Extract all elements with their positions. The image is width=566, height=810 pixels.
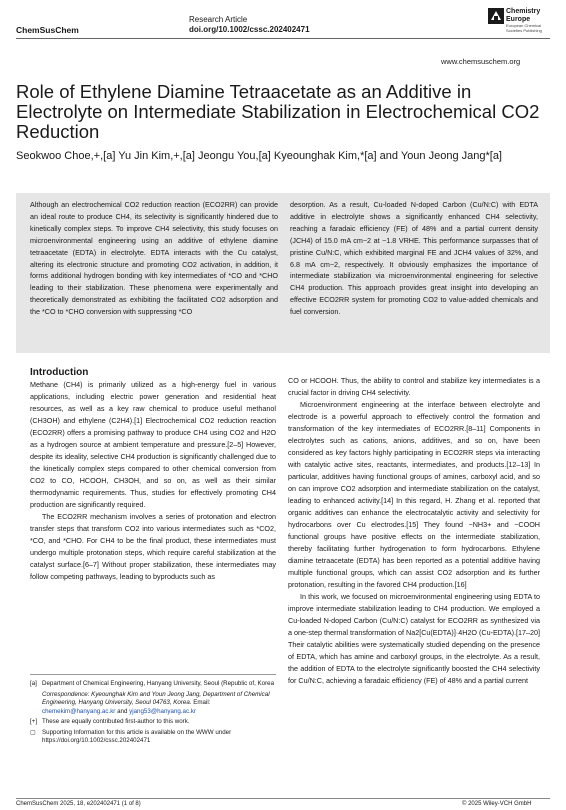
header-divider — [16, 38, 550, 39]
affiliation-key: [a] — [30, 680, 37, 687]
footnotes — [30, 680, 278, 748]
journal-name: ChemSusChem — [16, 25, 79, 35]
footer-citation: ChemSusChem 2025, 18, e202402471 (1 of 8) — [16, 801, 141, 807]
footer-copyright: © 2025 Wiley-VCH GmbH — [462, 801, 532, 807]
logo-sub: European Chemical Societies Publishing — [506, 23, 542, 33]
equal-contribution-note: These are equally contributed first-author to this work. — [42, 718, 190, 725]
website-link[interactable]: www.chemsuschem.org — [441, 57, 521, 66]
equal-contribution-key: [+] — [30, 718, 38, 725]
chemistry-europe-icon — [488, 8, 504, 24]
doi-link[interactable]: doi.org/10.1002/cssc.202402471 — [189, 25, 310, 34]
intro-paragraph-3: CO or HCOOH. Thus, the ability to control and stabilize key intermediates is a crucial factor in driving CH4 selectivity. — [288, 376, 540, 397]
affiliation: Department of Chemical Engineering, Hanyang University, Seoul (Republic of, Korea — [42, 680, 275, 687]
author-list: Seokwoo Choe,+,[a] Yu Jin Kim,+,[a] Jeongu You,[a] Kyeounghak Kim,*[a] and Youn Jeong Jang*[a] — [16, 150, 502, 162]
right-column — [288, 375, 540, 687]
intro-paragraph-4: Microenvironment engineering at the interface between electrolyte and electrode is a powerful approach to effectively control the formation and transformation of the key intermediates of ECO2RR.[8–11] Components in electrolytes such as cations, anions, additives, and so on, have been considered as key factors highly participating in ECO2RR steps via interacting with catalytic active sites, reactants, intermediates, and products.[12–13] In particular, additives having functional groups of amines, carboxyl acid, and so on can improve CO2 adsorption and intermediate stabilization on the catalyst, leading to enhanced activity.[14] In this regard, H. Zhang et al. reported that organic additives can enhance the electrocatalytic activity and selectivity for hydrocarbons over Cu electrodes.[15] They found −NH3+ and −COOH functional groups have positive effects on the intermediate stabilization, thereby facilitating further hydrogenation to form hydrocarbons. Ethylene diamine tetraacetate (EDTA) has been reported as a potential additive having multiple functional groups, which can assist CO2 adsorption and its further protonation, resulting in the favored CH4 production.[16] — [288, 400, 540, 589]
logo-line1: Chemistry — [506, 8, 541, 15]
supporting-info-icon: ▢ — [30, 728, 36, 736]
article-type: Research Article — [189, 15, 248, 24]
section-heading-introduction: Introduction — [30, 367, 89, 378]
article-title: Role of Ethylene Diamine Tetraacetate as an Additive in Electrolyte on Intermediate Stabilization in Electrochemical CO2 Reduction — [16, 81, 540, 142]
intro-paragraph-2: The ECO2RR mechanism involves a series of protonation and electron transfer steps that transform CO2 into various intermediates such as *CO2, *CO, and *CHO. For CH4 to be the final product, these intermediates must undergo multiple protonation steps, which require careful stabilization at the catalyst surface.[6–7] Without proper stabilization, these intermediates may follow competing pathways, leading to byproducts such as — [30, 512, 276, 581]
left-column — [30, 379, 276, 583]
intro-paragraph-5: In this work, we focused on microenvironmental engineering using EDTA to improve intermediate stabilization leading to CH4 production. We employed a Cu-loaded N-doped Carbon (Cu/N:C) catalyst for ECO2RR as synthesized via a one-step thermal transformation of Na2[Cu(EDTA)]·4H2O (Cu-EDTA).[17–20] Their catalytic abilities were systematically studied depending on the presence of EDTA, which has amine and carboxyl groups, in the electrolyte. As a result, the addition of EDTA to the electrolyte significantly boosted the CH4 selectivity for Cu/N:C, achieving a faradaic efficiency (FE) of 48% and a partial current — [288, 592, 540, 685]
logo-line2: Europe — [506, 16, 531, 23]
email-link-2[interactable]: yjang53@hanyang.ac.kr — [129, 707, 196, 715]
abstract-left: Although an electrochemical CO2 reduction reaction (ECO2RR) can provide an ideal route to produce CH4, its selectivity is significantly hindered due to kinetically complex steps. To improve CH4 selectivity, this study focuses on microenvironmental engineering using an additive of ethylene diamine tetraacetate (EDTA) in electrolyte. EDTA interacts with the Cu catalyst, altering its electronic structure and promoting CO2 activation, in addition, it forms additional hydrogen bonding with key intermediates of *CO and *CHO leading to their stabilization. These phenomena were experimentally and theoretically demonstrated as exhibiting the facilitated CO2 adsorption and the *CO to *CHO conversion with suppressing *CO — [30, 200, 278, 317]
supporting-info-note: Supporting Information for this article is available on the WWW under https://doi.org/10.1002/cssc.202402471 — [42, 728, 232, 744]
abstract-right: desorption. As a result, Cu-loaded N-doped Carbon (Cu/N:C) with EDTA additive in electrolyte shows a significantly enhanced CH4 selectivity, reaching a faradaic efficiency (FE) of 48% and a partial current density (JCH4) of 15.0 mA cm−2 at −1.8 VRHE. This performance surpasses that of pristine Cu/N:C, which exhibited marginal FE and JCH4 values of 32%, and 6.8 mA cm−2, respectively. It obviously emphasizes the importance of intermediate stabilization via microenvironmental engineering for selective CH4 production. This approach provides great insight into developing an effective ECO2RR system for promoting CO2 to value-added chemicals and fuel conversion. — [290, 200, 538, 317]
intro-paragraph-1: Methane (CH4) is primarily utilized as a high-energy fuel in various applications, including electric power generation and residential heat resources, as well as a key raw chemical to produce useful methanol (CH3OH) and ethylene (C2H4).[1] Electrochemical CO2 reduction reaction (ECO2RR) offers a promising pathway to produce CH4 using CO2 and H2O as a hydrogen source at ambient temperature and pressure.[2–5] However, despite its ideality, selective CH4 production is significantly challenged due to the kinetically complex steps compared to other chemical conversion from CO2 to CO, HCOOH, CH3OH, and so on, as well as their similar thermodynamic requirements. Thus, studies for effectively promoting CH4 production are significantly required. — [30, 380, 276, 509]
email-link-1[interactable]: chemekim@hanyang.ac.kr — [42, 707, 116, 715]
correspondence: Correspondence: Kyeounghak Kim and Youn Jeong Jang, Department of Chemical Engineering, Hanyang University, Seoul 04763, Korea. Email: chemekim@hanyang.ac.kr and yjang53@hanyang.ac.kr — [42, 690, 270, 715]
footer-divider — [16, 798, 550, 799]
publisher-logo — [488, 8, 552, 48]
footnote-divider — [30, 674, 276, 675]
abstract-box — [16, 193, 550, 353]
